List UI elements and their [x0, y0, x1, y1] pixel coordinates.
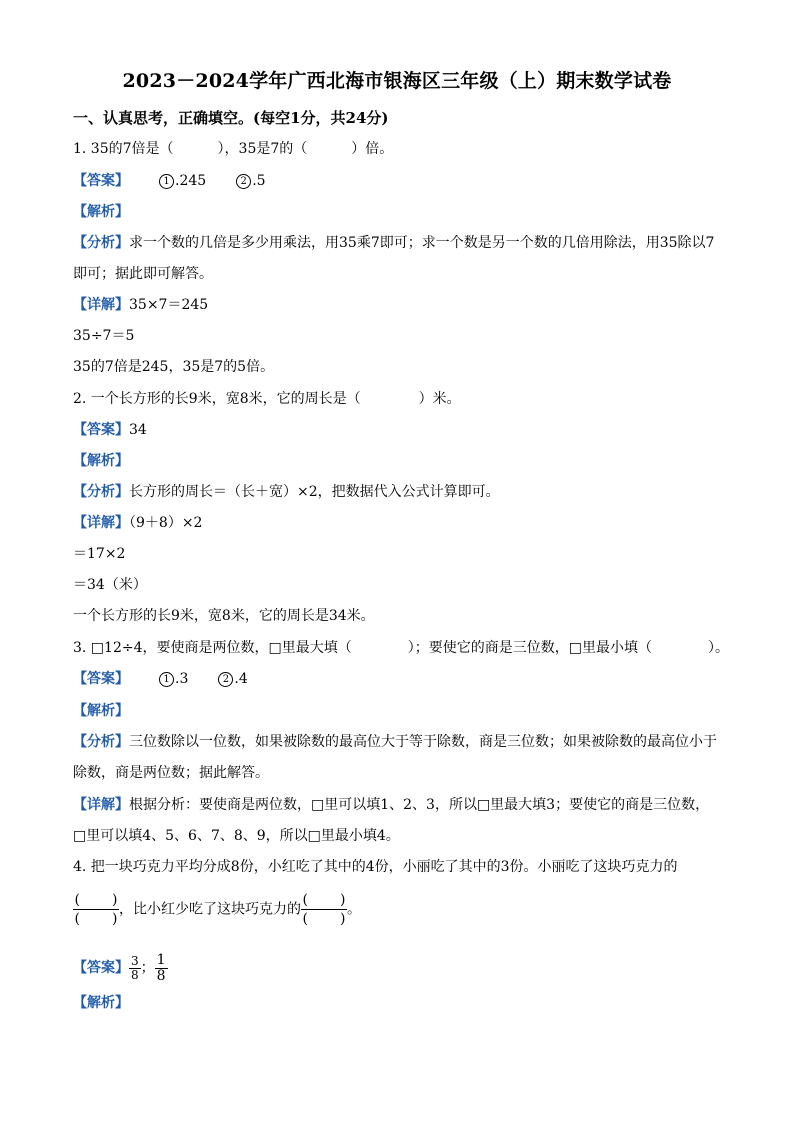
detail-1: 【详解】35×7＝245 [73, 297, 209, 313]
question-4-cont: ( ) ( ) ，比小红少吃了这块巧克力的 ( ) ( ) 。 [74, 892, 361, 927]
answer-4: 【答案】 $\frac{3}{8}$ ； $\frac{1}{8}$ [73, 951, 166, 984]
fraction: $\frac{3}{8}$ [131, 953, 139, 982]
detail-2-line2: ＝17×2 [73, 546, 126, 562]
fraction: $\frac{1}{8}$ [156, 951, 166, 984]
analysis-3-cont: 除数，商是两位数；据此解答。 [73, 765, 269, 781]
circled-number: 2 [218, 672, 233, 687]
question-3: 3. □12÷4，要使商是两位数，□里最大填（ ）；要使它的商是三位数，□里最小填（ ）。 [73, 640, 729, 656]
circled-number: 1 [159, 174, 174, 189]
section-heading: 一、认真思考，正确填空。(每空1分，共24分) [73, 109, 389, 127]
analysis-1: 【分析】求一个数的几倍是多少用乘法，用35乘7即可；求一个数是另一个数的几倍用除法，用35除以7 [73, 235, 715, 251]
analysis-heading-4: 【解析】 [73, 995, 129, 1011]
analysis-heading-2: 【解析】 [73, 453, 129, 469]
analysis-heading-1: 【解析】 [73, 204, 129, 220]
page-title: 2023－2024学年广西北海市银海区三年级（上）期末数学试卷 [122, 70, 672, 92]
answer-1: 【答案】 1 .245 2 .5 [73, 173, 266, 189]
analysis-2: 【分析】长方形的周长＝（长＋宽）×2，把数据代入公式计算即可。 [73, 484, 500, 500]
empty-fraction: ( ) ( ) [74, 892, 118, 927]
circled-number: 2 [236, 174, 251, 189]
question-1: 1. 35的7倍是（ ），35是7的（ ）倍。 [73, 141, 394, 157]
detail-3-line2: □里可以填4、5、6、7、8、9，所以□里最小填4。 [73, 828, 400, 844]
circled-number: 1 [159, 672, 174, 687]
analysis-heading-3: 【解析】 [73, 703, 129, 719]
detail-1-line2: 35÷7＝5 [73, 328, 135, 344]
analysis-1-cont: 即可；据此即可解答。 [73, 266, 213, 282]
question-2: 2. 一个长方形的长9米，宽8米，它的周长是（ ）米。 [73, 391, 461, 407]
detail-2-line4: 一个长方形的长9米，宽8米，它的周长是34米。 [73, 608, 375, 624]
detail-1-line3: 35的7倍是245，35是7的5倍。 [73, 359, 275, 375]
answer-2: 【答案】34 [73, 422, 147, 438]
detail-2: 【详解】（9＋8）×2 [73, 515, 203, 531]
analysis-3: 【分析】三位数除以一位数，如果被除数的最高位大于等于除数，商是三位数；如果被除数的最高位小于 [73, 734, 717, 750]
question-4: 4. 把一块巧克力平均分成8份，小红吃了其中的4份，小丽吃了其中的3份。小丽吃了这块巧克力的 [73, 859, 678, 875]
empty-fraction: ( ) ( ) [302, 892, 346, 927]
detail-3: 【详解】根据分析：要使商是两位数，□里可以填1、2、3，所以□里最大填3；要使它的商是三位数， [73, 797, 710, 813]
answer-3: 【答案】 1 .3 2 .4 [73, 671, 248, 687]
detail-2-line3: ＝34（米） [73, 577, 147, 593]
